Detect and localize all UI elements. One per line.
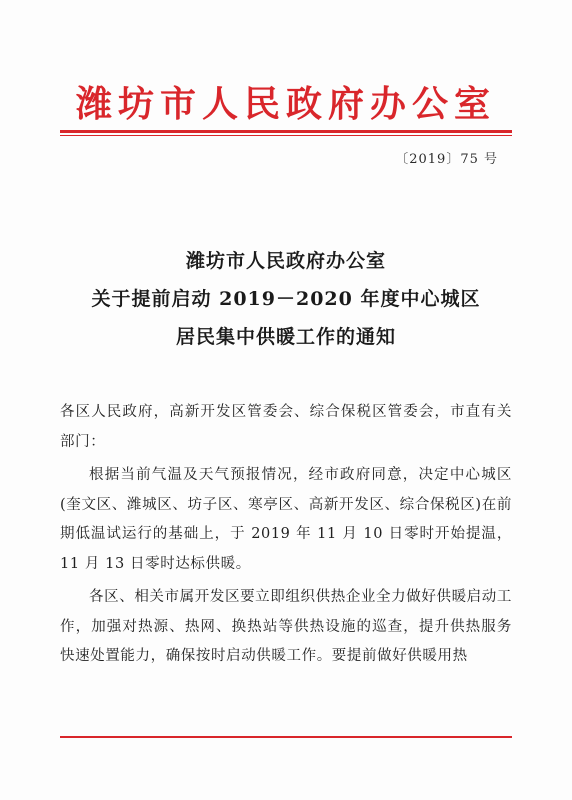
body-paragraph-1: 根据当前气温及天气预报情况，经市政府同意，决定中心城区(奎文区、潍城区、坊子区、寒亭区、高新开发区、综合保税区)在前期低温试运行的基础上，于 2019 年 11 月 10 日零时开始提温，11 月 13 日零时达标供暖。 [60, 467, 512, 572]
notice-title [0, 242, 572, 356]
notice-title-line-2: 关于提前启动 2019－2020 年度中心城区 [91, 288, 481, 310]
issuing-office-header: 潍坊市人民政府办公室 [75, 83, 496, 125]
body-paragraph-2: 各区、相关市属开发区要立即组织供热企业全力做好供暖启动工作，加强对热源、热网、换热站等供热设施的巡查，提升供热服务快速处置能力，确保按时启动供暖工作。要提前做好供暖用热 [60, 589, 512, 664]
header-red-rule-thick [60, 130, 512, 133]
document-number: 〔2019〕75 号 [395, 152, 498, 167]
notice-title-line-3: 居民集中供暖工作的通知 [175, 326, 396, 348]
notice-body [60, 398, 512, 676]
addressee-line: 各区人民政府，高新开发区管委会、综合保税区管委会，市直有关部门： [60, 404, 512, 450]
notice-title-line-1: 潍坊市人民政府办公室 [185, 250, 386, 272]
header-red-rule-thin [60, 135, 512, 136]
footer-red-rule [60, 736, 512, 738]
